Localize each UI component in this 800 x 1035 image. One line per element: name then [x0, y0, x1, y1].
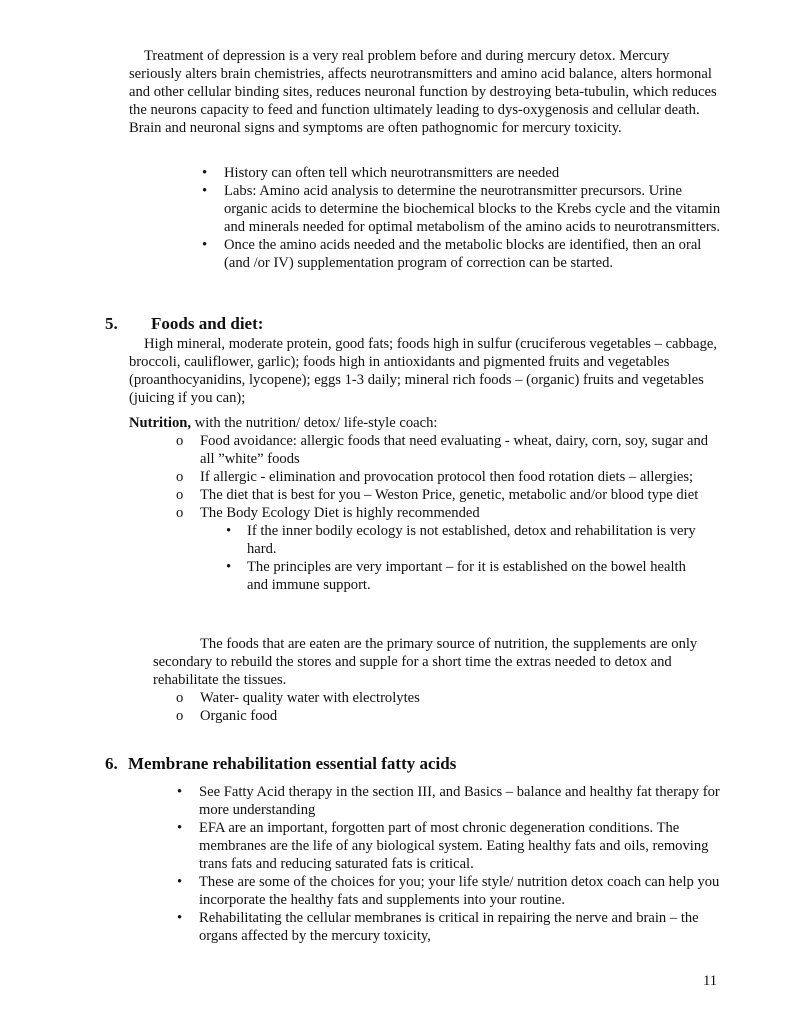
section-6-heading — [105, 755, 456, 773]
list-item: o Organic food — [175, 707, 715, 725]
list-item — [175, 504, 715, 594]
list-item: • Labs: Amino acid analysis to determine the neurotransmitter precursors. Urine organic acids to determine the biochemical blocks to the Krebs cycle and the vitamin and minerals needed for optimal metabolism of the amino acids to neurotransmitters. — [200, 182, 725, 236]
diet-paragraph: High mineral, moderate protein, good fats; foods high in sulfur (cruciferous vegetables – cabbage, broccoli, cauliflower, garlic); foods high in antioxidants and pigmented fruits and vegetables (proanthocyanidins, lycopene); eggs 1-3 daily; mineral rich foods – (organic) fruits and vegetables (juicing if you can); — [129, 336, 718, 406]
intro-paragraph: Treatment of depression is a very real problem before and during mercury detox. Mercury seriously alters brain chemistries, affects neurotransmitters and amino acid balance, alters hormonal and other cellular binding sites, reduces neuronal function by destroying beta-tubulin, which reduces the neurons capacity to feed and function ultimately leading to dys-oxygenosis and cellular death. Brain and neuronal signs and symptoms are often pathognomic for mercury toxicity. — [129, 48, 717, 136]
page-number: 11 — [703, 973, 718, 989]
foods-paragraph: The foods that are eaten are the primary source of nutrition, the supplements are only secondary to rebuild the stores and supple for a short time the extras needed to detox and rehabilitate the tissues. — [153, 636, 698, 688]
list-item: o If allergic - elimination and provocation protocol then food rotation diets – allergies; — [175, 468, 715, 486]
list-item: • Once the amino acids needed and the metabolic blocks are identified, then an oral (and /or IV) supplementation program of correction can be started. — [200, 236, 725, 272]
nutrition-line — [129, 414, 725, 432]
list-item: • The principles are very important – for it is established on the bowel health and immune support. — [200, 558, 705, 594]
section-6-title: Membrane rehabilitation essential fatty acids — [128, 754, 457, 773]
section-6-number: 6. — [105, 754, 118, 773]
list-item: • If the inner bodily ecology is not established, detox and rehabilitation is very hard. — [200, 522, 705, 558]
water-organic-list — [175, 689, 715, 725]
nutrition-list — [175, 432, 715, 594]
list-item: • EFA are an important, forgotten part of most chronic degeneration conditions. The membranes are the life of any biological system. Eating healthy fats and oils, removing trans fats and reducing saturated fats is critical. — [175, 819, 720, 873]
list-item: o The diet that is best for you – Weston Price, genetic, metabolic and/or blood type diet — [175, 486, 715, 504]
section-5-heading — [105, 315, 263, 333]
list-item: • These are some of the choices for you; your life style/ nutrition detox coach can help you incorporate the healthy fats and supplements into your routine. — [175, 873, 720, 909]
section-5-number: 5. — [105, 314, 118, 333]
list-item: o Water- quality water with electrolytes — [175, 689, 715, 707]
list-item-label: The Body Ecology Diet is highly recommended — [200, 505, 480, 521]
neurotransmitter-bullet-list — [200, 164, 725, 272]
list-item: • See Fatty Acid therapy in the section III, and Basics – balance and healthy fat therapy for more understanding — [175, 783, 720, 819]
fatty-acid-bullet-list — [175, 783, 720, 945]
section-5-title: Foods and diet: — [151, 314, 264, 333]
list-item: o Food avoidance: allergic foods that need evaluating - wheat, dairy, corn, soy, sugar and all ”white” foods — [175, 432, 715, 468]
nutrition-text: with the nutrition/ detox/ life-style coach: — [191, 415, 438, 431]
body-ecology-sublist — [200, 522, 715, 594]
list-item: • Rehabilitating the cellular membranes is critical in repairing the nerve and brain – the organs affected by the mercury toxicity, — [175, 909, 720, 945]
list-item: • History can often tell which neurotransmitters are needed — [200, 164, 725, 182]
nutrition-label: Nutrition, — [129, 415, 192, 431]
